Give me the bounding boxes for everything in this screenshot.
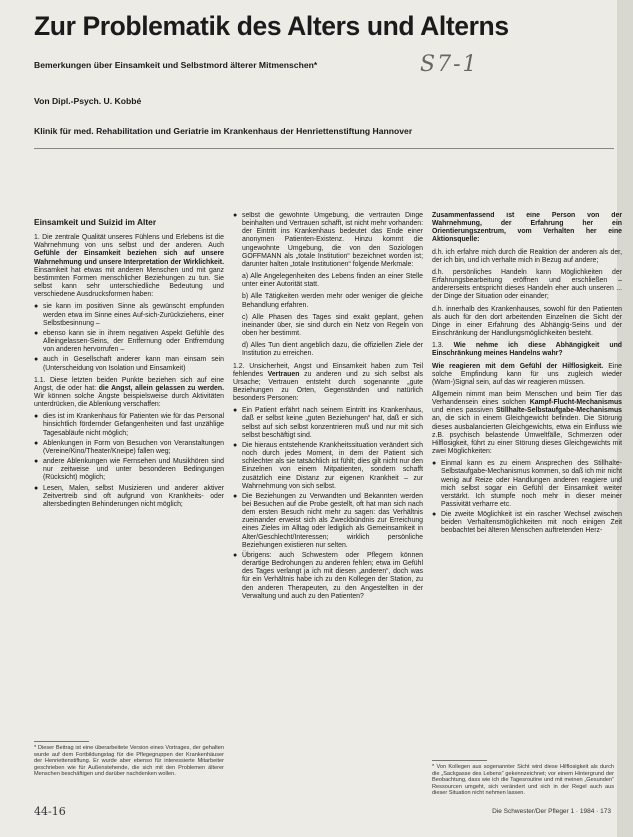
column-2 (233, 212, 423, 804)
section-heading: Einsamkeit und Suizid im Alter (34, 217, 157, 227)
bullet-list-4 (233, 407, 423, 601)
footnote-rule (34, 741, 89, 742)
article-subtitle: Bemerkungen über Einsamkeit und Selbstmord älterer Mitmenschen* (34, 60, 318, 70)
summary-paragraph: Zusammenfassend ist eine Person von der Wahrnehmung, der Erfahrung her ein Orientierungszentrum, vom Verhalten her eine Aktionsquelle: (432, 212, 622, 244)
list-item: ● Lesen, Malen, selbst Musizieren und anderer aktiver Zeitvertreib sind oft aufgrund von Krankheits- oder altersbedingten Behinderungen nicht möglich; (34, 485, 224, 509)
criteria-a: a) Alle Angelegenheiten des Lebens finden an einer Stelle unter einer Autorität statt. (242, 273, 423, 289)
bullet-list-5 (432, 460, 622, 535)
paragraph-1-3: 1.3. Wie nehme ich diese Abhängigkeit und Einschränkung meines Handelns wahr? (432, 342, 622, 358)
paragraph: Allgemein nimmt man beim Menschen und beim Tier das Verhandensein eines solchen Kampf-Flucht-Mechanismus und eines passiven Stillhalte-Selbstaufgabe-Mechanismus an, die sich in einem Gleichgewicht befinden. Die Störung dieses ausbalancierten Gleichgewichts, etwa ein Einfluss wie z.B. psychisch belastende Umweltfälle, Schmerzen oder Hilflosigkeit, führt zu einer Störung dieses Gleichgewichts mit zwei Möglichkeiten: (432, 390, 622, 456)
criteria-c: c) Alle Phasen des Tages sind exakt geplant, gehen ineinander über, sie sind durch ein Netz von Regeln von oben her bestimmt. (242, 313, 423, 338)
list-item: ● Ein Patient erfährt nach seinem Eintritt ins Krankenhaus, daß er selbst keine „guten Beziehungen“ hat, daß er sich selbst auf sich selbst konzentrieren muß und nur mit sich selbst beschäftigt sind. (233, 407, 423, 440)
list-item: ● Die zweite Möglichkeit ist ein rascher Wechsel zwischen beiden Verhaltensmöglichkeiten mit noch einigen Zeit beobachtet bei älteren Menschen auftretenden Herz- (432, 511, 622, 535)
footnote-1: * Dieser Beitrag ist eine überarbeitete Version eines Vortrages, der gehalten wurde auf dem Fortbildungstag für die Pflegegruppen der Krankenhäuser der Henriettenstiftung. Er wurde aber ebenso für interessierte Mitarbeiter geschrieben wie für Außenstehende, die sich mit den Problemen älterer Menschen beschäftigen und darüber nachdenken wollen. (34, 745, 224, 778)
paragraph-1-1: 1.1. Diese letzten beiden Punkte beziehen sich auf eine Angst, die oder hat: die Angst, allein gelassen zu werden. Wir können solche Ängste beispielsweise durch Aktivitäten unterdrücken, die Ablenkung verschaffen: (34, 376, 224, 409)
list-item: ● selbst die gewohnte Umgebung, die vertrauten Dinge beinhalten und Vertrauen schafft, ist nicht mehr vorhanden: der Eintritt ins Krankenhaus bedeutet das Ende einer anonymen Patienten-Existenz. Hinzu kommt die ungewohnte Umgebung, die von den Soziologen GOFFMANN als „totale Institution“ bezeichnet worden ist; darunter halten „totale Institutionen“ folgende Merkmale: (233, 212, 423, 269)
article-title: Zur Problematik des Alters und Alterns (34, 11, 509, 41)
paragraph: d.h. persönliches Handeln kann Möglichkeiten der Erfahrungsbearbeitung eröffnen und erschließen – andererseits entspricht dieses Handeln eher auch unseren ... der Dinge der Situation oder einander; (432, 268, 622, 301)
paragraph-1: 1. Die zentrale Qualität unseres Fühlens und Erlebens ist die Wahrnehmung von uns selbst und der anderen. Auch Gefühle der Einsamkeit beziehen sich auf unsere Wahrnehmung und unsere Interpretation der Wirklichkeit. Einsamkeit hat etwas mit anderen Menschen und mit ganz bestimmten Formen menschlicher Beziehungen zu tun. Sie selbst kann sehr unterschiedliche Bedeutung und verschiedene Ausdrucksformen haben: (34, 234, 224, 299)
list-item: ● Die hieraus entstehende Krankheitssituation verändert sich noch durch jedes Moment, in dem der Patient sich schlechter als sie tatsächlich ist fühlt; dies gilt nicht nur den Einzelnen von einem Mitpatienten, sondern schafft zusätzlich eine Distanz zur eigenen Krankheit – zur Wahrnehmung von sich selbst. (233, 442, 423, 491)
page-number: 44-16 (34, 805, 66, 818)
list-item: ● sie kann im positiven Sinne als gewünscht empfunden werden etwa im Sinne eines Auf-sich-Zurückziehens, einer Selbstbesinnung – (34, 303, 224, 327)
column-1 (34, 212, 224, 732)
criteria-b: b) Alle Tätigkeiten werden mehr oder weniger die gleiche Behandlung erfahren. (242, 293, 423, 309)
list-item: ● andere Ablenkungen wie Fernsehen und Musikhören sind nur zeitweise und unter besonderen Bedingungen (Rücksicht) möglich; (34, 458, 224, 482)
list-item: ● Übrigens: auch Schwestern oder Pflegern können derartige Bedrohungen zu anderen fehlen; etwa im Gefühl des Tages verlangt ja ich mit diesen „anderen“, doch was für ein Verhältnis habe ich zu den Kollegen der Station, zu den anderen Therapeuten, zu den Angestellten in der Verwaltung und auch zu den Patienten? (233, 552, 423, 601)
list-item: ● dies ist im Krankenhaus für Patienten wie für das Personal hinsichtlich fördernder Gefangenheiten und fast unzählige Tagesabläufe nicht möglich; (34, 413, 224, 437)
footnote-rule (432, 760, 487, 761)
criteria-d: d) Alles Tun dient angeblich dazu, die offiziellen Ziele der Institution zu erreichen. (242, 342, 423, 358)
list-item: ● Ablenkungen in Form von Besuchen von Veranstaltungen (Vereine/Kino/Theater/Kneipe) fallen weg; (34, 440, 224, 456)
institution-line: Klinik für med. Rehabilitation und Geriatrie im Krankenhaus der Henriettenstiftung Hannover (34, 126, 413, 136)
paragraph: Wie reagieren mit dem Gefühl der Hilflosigkeit. Eine solche Empfindung kann für uns zugleich wieder (Warn-)Signal sein, auf das wir reagieren müssen. (432, 362, 622, 386)
handwritten-reference: S7-1 (420, 52, 479, 77)
column-3 (432, 212, 622, 720)
bullet-list-2 (34, 413, 224, 509)
author-line: Von Dipl.-Psych. U. Kobbé (34, 96, 142, 106)
header-divider (34, 148, 614, 149)
paragraph: d.h. innerhalb des Krankenhauses, sowohl für den Patienten als auch für den dort arbeitenden Einzelnen die Sicht der Dinge in einer Erfahrung des Abhängig-Seins und der Einschränkung der Handlungsmöglichkeiten besteht. (432, 305, 622, 338)
list-item: ● Einmal kann es zu einem Ansprechen des Stillhalte-Selbstaufgabe-Mechanismus kommen, so daß ich mir nicht wenig auf Reize oder Handlungen anderen reagiere und mich selbst sogar ein Gefühl der Einsamkeit weiter verstärkt. Ich stumpfe noch mehr in dieser meiner Passivität verharre etc. (432, 460, 622, 509)
list-item: ● ebenso kann sie in ihrem negativen Aspekt Gefühle des Alleingelassen-Seins, der Entfernung oder Entfremdung von anderen hervorrufen – (34, 330, 224, 354)
bullet-list-1 (34, 303, 224, 372)
footnote-2: * Von Kollegen aus sogenannter Sicht wird diese Hilflosigkeit als durch die „Sackgasse des Lebens“ gekennzeichnet; vor einem Hintergrund der Beobachtung, dass wie ich die Tagesroutine und mit meinen „Gesunden“ Ressourcen umgeht, sich verändert und sich in der Regel auch aus dieser Situation nicht nehmen lassen. (432, 764, 614, 797)
bullet-list-3 (233, 212, 423, 269)
list-item: ● Die Beziehungen zu Verwandten und Bekannten werden bei Besuchen auf die Probe gestellt, oft hat man sich nach dem ersten Besuch nicht mehr zu sagen: das Verhältnis zueinander erweist sich als Zweckbündnis zur Erreichung eines Zieles im Alltag oder lediglich als Gemeinsamkeit in Alter/Geschlecht/Interessen; wirklich persönliche Beziehungen existieren nur selten. (233, 493, 423, 550)
list-item: ● auch in Gesellschaft anderer kann man einsam sein (Unterscheidung von Isolation und Einsamkeit) (34, 356, 224, 372)
paragraph: d.h. ich erfahre mich durch die Reaktion der anderen als der, der ich bin, und ich verhalte mich in Bezug auf andere; (432, 248, 622, 264)
paragraph-1-2: 1.2. Unsicherheit, Angst und Einsamkeit haben zum Teil fehlendes Vertrauen zu anderen und zu sich selbst als Ursache; Vertrauen entsteht durch sogenannte „gute Beziehungen zu Orten, Gegenständen und natürlich besonders Personen: (233, 362, 423, 403)
journal-footer: Die Schwester/Der Pfleger 1 · 1984 · 173 (492, 808, 611, 815)
